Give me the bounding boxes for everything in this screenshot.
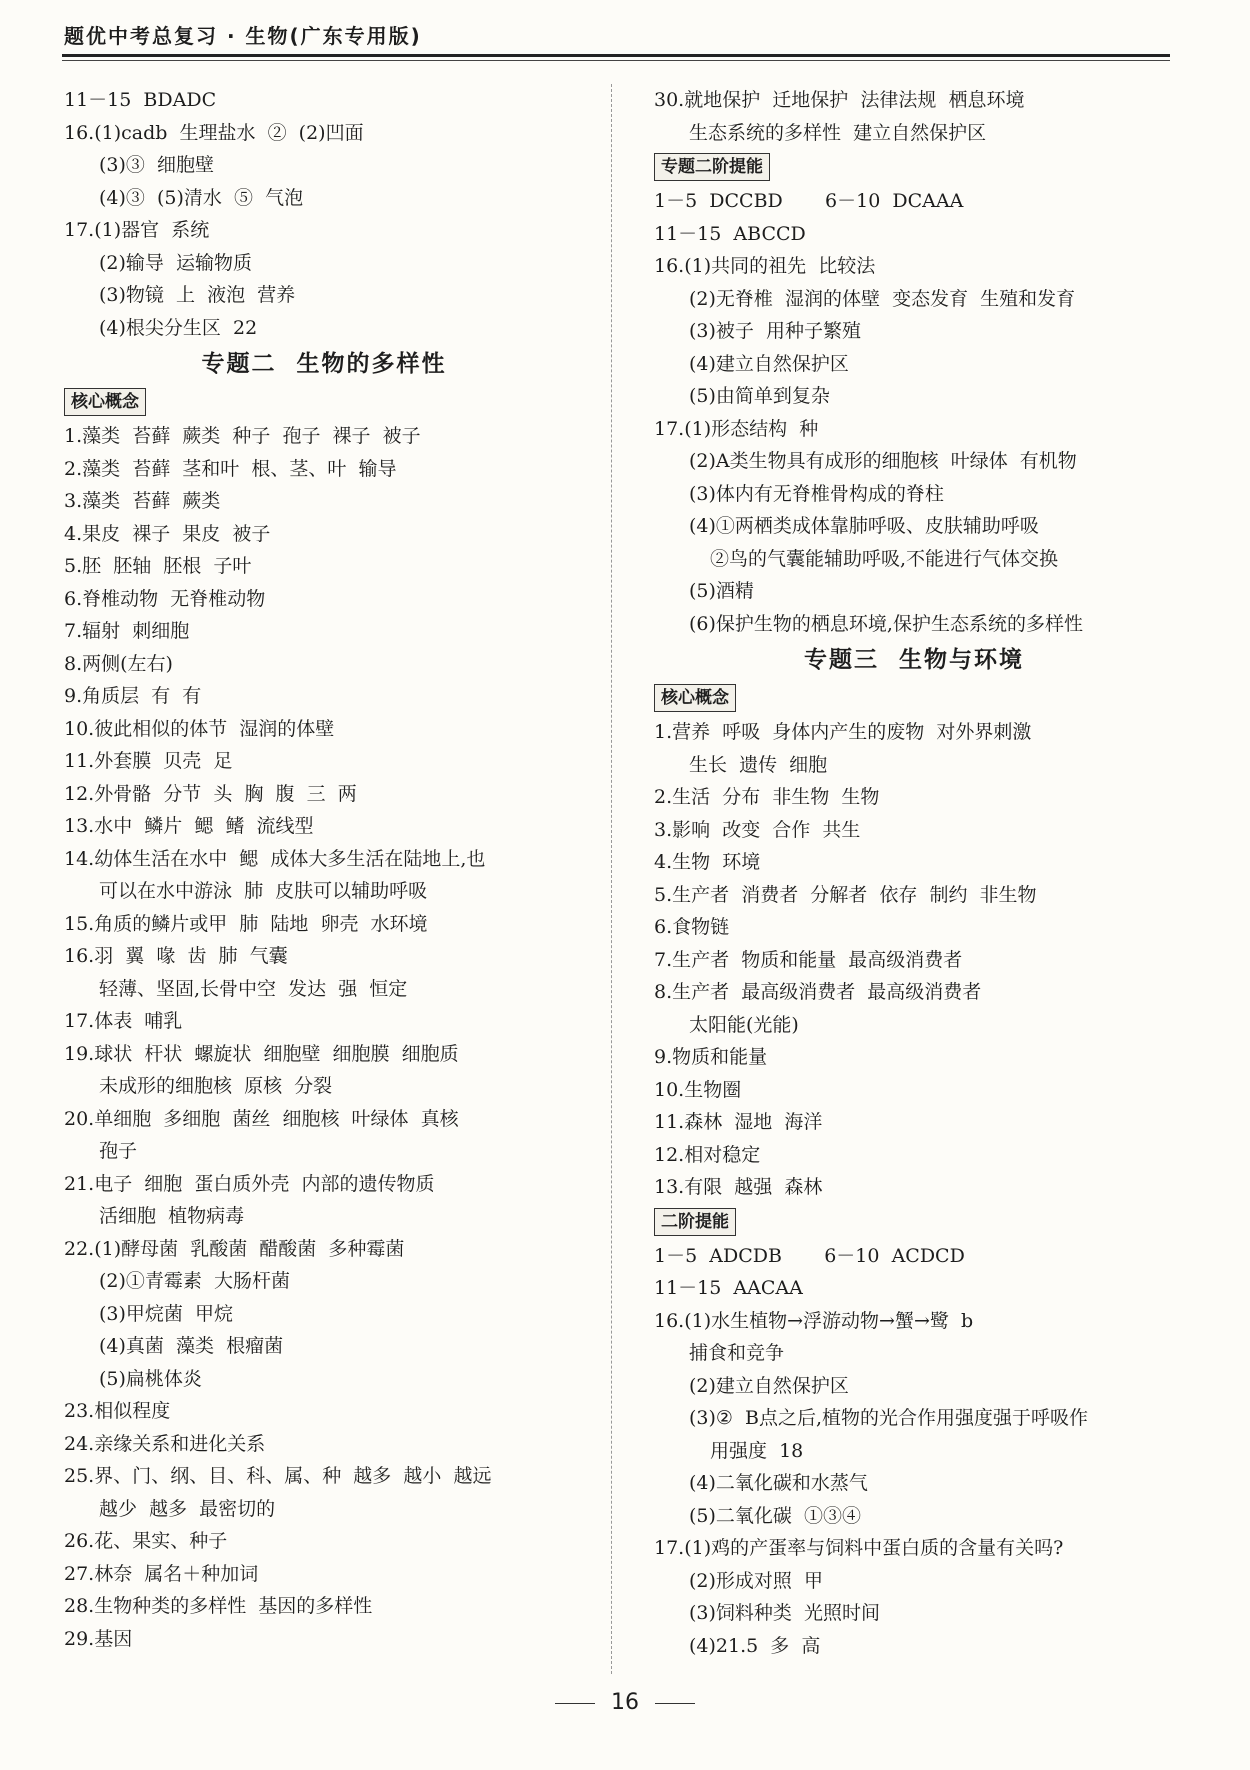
- header-rule-thick: [62, 54, 1170, 57]
- answer-line: 25.界、门、纲、目、科、属、种 越多 越小 越远: [64, 1465, 492, 1487]
- answer-line: 30.就地保护 迁地保护 法律法规 栖息环境: [654, 89, 1025, 111]
- answer-line: 20.单细胞 多细胞 菌丝 细胞核 叶绿体 真核: [64, 1107, 459, 1130]
- answer-line: 7.生产者 物质和能量 最高级消费者: [654, 948, 963, 971]
- answer-line: 10.彼此相似的体节 湿润的体壁: [64, 717, 335, 740]
- answer-line: 11－15 BDADC: [64, 89, 217, 111]
- section-tag: 二阶提能: [654, 1208, 736, 1236]
- answer-line: 8.两侧(左右): [64, 652, 173, 675]
- left-column: [64, 84, 584, 1655]
- answer-line: 11.森林 湿地 海洋: [654, 1111, 823, 1133]
- answer-line: 2.生活 分布 非生物 生物: [654, 786, 880, 808]
- answer-line: (2)A类生物具有成形的细胞核 叶绿体 有机物: [689, 450, 1077, 472]
- answer-line: (3)被子 用种子繁殖: [689, 320, 861, 342]
- answer-line: 16.羽 翼 喙 齿 肺 气囊: [64, 945, 288, 967]
- answer-line: 越少 越多 最密切的: [99, 1497, 276, 1520]
- answer-line: (3)③ 细胞壁: [99, 154, 214, 176]
- answer-line: 6.食物链: [654, 916, 730, 938]
- answer-line: (4)二氧化碳和水蒸气: [689, 1472, 868, 1494]
- answer-line: 生长 遗传 细胞: [689, 753, 828, 776]
- answer-line: (5)酒精: [689, 580, 754, 602]
- answer-line: 13.有限 越强 森林: [654, 1176, 823, 1198]
- section-title: 专题二 生物的多样性: [201, 351, 447, 377]
- answer-line: (3)甲烷菌 甲烷: [99, 1302, 233, 1325]
- answer-line: 15.角质的鳞片或甲 肺 陆地 卵壳 水环境: [64, 912, 428, 935]
- answer-line: 用强度 18: [710, 1439, 804, 1462]
- answer-line: 4.果皮 裸子 果皮 被子: [64, 522, 271, 545]
- answer-line: 17.体表 哺乳: [64, 1010, 183, 1032]
- answer-line: 轻薄、坚固,长骨中空 发达 强 恒定: [99, 977, 408, 1000]
- answer-line: (6)保护生物的栖息环境,保护生态系统的多样性: [689, 612, 1083, 635]
- answer-line: ②鸟的气囊能辅助呼吸,不能进行气体交换: [710, 547, 1059, 570]
- answer-line: 7.辐射 刺细胞: [64, 620, 190, 642]
- answer-line: 10.生物圈: [654, 1078, 742, 1101]
- answer-line: (4)①两栖类成体靠肺呼吸、皮肤辅助呼吸: [689, 515, 1039, 537]
- answer-line: (3)饲料种类 光照时间: [689, 1602, 880, 1624]
- answer-line: (5)扁桃体炎: [99, 1367, 202, 1390]
- answer-line: 4.生物 环境: [654, 851, 761, 873]
- answer-line: 1－5 DCCBD 6－10 DCAAA: [654, 190, 964, 212]
- answer-line: 11－15 ABCCD: [654, 222, 806, 245]
- answer-line: (3)物镜 上 液泡 营养: [99, 284, 296, 306]
- answer-line: (2)①青霉素 大肠杆菌: [99, 1270, 290, 1292]
- answer-line: (4)21.5 多 高: [689, 1634, 821, 1657]
- answer-line: 21.电子 细胞 蛋白质外壳 内部的遗传物质: [64, 1172, 435, 1195]
- page-number: 16: [611, 1690, 639, 1715]
- answer-line: (2)建立自然保护区: [689, 1374, 849, 1397]
- answer-line: 11.外套膜 贝壳 足: [64, 750, 233, 772]
- answer-line: (4)建立自然保护区: [689, 352, 849, 375]
- answer-line: (4)③ (5)清水 ⑤ 气泡: [99, 186, 304, 209]
- answer-line: 11－15 AACAA: [654, 1277, 803, 1299]
- section-tag: 核心概念: [64, 388, 146, 416]
- answer-line: (5)由简单到复杂: [689, 385, 830, 407]
- answer-line: 28.生物种类的多样性 基因的多样性: [64, 1595, 373, 1617]
- column-divider: [611, 84, 612, 1674]
- answer-line: (3)体内有无脊椎骨构成的脊柱: [689, 482, 944, 505]
- answer-line: 12.相对稳定: [654, 1143, 761, 1166]
- answer-line: 9.角质层 有 有: [64, 685, 202, 707]
- answer-line: (2)输导 运输物质: [99, 251, 252, 274]
- header-rule-thin: [62, 60, 1170, 61]
- answer-line: 23.相似程度: [64, 1400, 171, 1422]
- answer-line: 14.幼体生活在水中 鳃 成体大多生活在陆地上,也: [64, 847, 486, 870]
- answer-line: 16.(1)共同的祖先 比较法: [654, 255, 876, 277]
- answer-line: 未成形的细胞核 原核 分裂: [99, 1075, 333, 1097]
- answer-line: 17.(1)器官 系统: [64, 219, 210, 241]
- answer-line: 1.藻类 苔藓 蕨类 种子 孢子 裸子 被子: [64, 425, 421, 447]
- page-footer: [0, 1690, 1250, 1715]
- running-header: 题优中考总复习 · 生物(广东专用版): [64, 24, 422, 48]
- answer-line: 生态系统的多样性 建立自然保护区: [689, 121, 987, 144]
- answer-line: 16.(1)水生植物→浮游动物→蟹→鹭 b: [654, 1309, 974, 1332]
- answer-line: 29.基因: [64, 1627, 133, 1650]
- footer-dash-right: [655, 1703, 695, 1704]
- section-tag: 专题二阶提能: [654, 153, 770, 181]
- answer-line: 16.(1)cadb 生理盐水 ② (2)凹面: [64, 121, 364, 144]
- answer-line: 1－5 ADCDB 6－10 ACDCD: [654, 1244, 965, 1267]
- answer-line: (4)真菌 藻类 根瘤菌: [99, 1335, 284, 1357]
- answer-line: 19.球状 杆状 螺旋状 细胞壁 细胞膜 细胞质: [64, 1042, 459, 1065]
- answer-line: 孢子: [99, 1140, 138, 1162]
- answer-line: (2)无脊椎 湿润的体壁 变态发育 生殖和发育: [689, 287, 1076, 310]
- section-tag-row: [654, 149, 1174, 185]
- answer-line: 17.(1)形态结构 种: [654, 417, 819, 440]
- answer-line: (5)二氧化碳 ①③④: [689, 1504, 861, 1527]
- answer-line: (3)② B点之后,植物的光合作用强度强于呼吸作: [689, 1407, 1089, 1429]
- answer-line: 17.(1)鸡的产蛋率与饲料中蛋白质的含量有关吗?: [654, 1537, 1064, 1559]
- answer-line: 13.水中 鳞片 鳃 鳍 流线型: [64, 815, 314, 837]
- section-tag-row: [654, 680, 1174, 716]
- answer-line: 8.生产者 最高级消费者 最高级消费者: [654, 981, 982, 1003]
- answer-line: 5.生产者 消费者 分解者 依存 制约 非生物: [654, 883, 1037, 906]
- answer-line: 22.(1)酵母菌 乳酸菌 醋酸菌 多种霉菌: [64, 1237, 405, 1260]
- answer-line: 可以在水中游泳 肺 皮肤可以辅助呼吸: [99, 880, 428, 902]
- answer-line: 1.营养 呼吸 身体内产生的废物 对外界刺激: [654, 721, 1032, 743]
- answer-line: 5.胚 胚轴 胚根 子叶: [64, 555, 252, 577]
- section-title: 专题三 生物与环境: [803, 647, 1024, 673]
- answer-line: 活细胞 植物病毒: [99, 1205, 245, 1227]
- right-column: [654, 84, 1174, 1662]
- answer-line: 捕食和竞争: [689, 1342, 785, 1364]
- answer-line: 12.外骨骼 分节 头 胸 腹 三 两: [64, 782, 357, 805]
- answer-line: 3.影响 改变 合作 共生: [654, 818, 861, 841]
- answer-line: (4)根尖分生区 22: [99, 316, 258, 339]
- section-tag: 核心概念: [654, 684, 736, 712]
- answer-line: 太阳能(光能): [689, 1013, 799, 1036]
- answer-line: 24.亲缘关系和进化关系: [64, 1432, 266, 1455]
- answer-line: 2.藻类 苔藓 茎和叶 根、茎、叶 输导: [64, 457, 397, 480]
- answer-line: 6.脊椎动物 无脊椎动物: [64, 587, 266, 610]
- answer-line: 3.藻类 苔藓 蕨类: [64, 490, 221, 512]
- answer-line: 9.物质和能量: [654, 1046, 768, 1068]
- answer-line: 27.林奈 属名＋种加词: [64, 1562, 259, 1585]
- section-tag-row: [64, 384, 584, 420]
- footer-dash-left: [555, 1703, 595, 1704]
- answer-line: 26.花、果实、种子: [64, 1530, 228, 1552]
- answer-line: (2)形成对照 甲: [689, 1569, 823, 1592]
- section-tag-row: [654, 1204, 1174, 1240]
